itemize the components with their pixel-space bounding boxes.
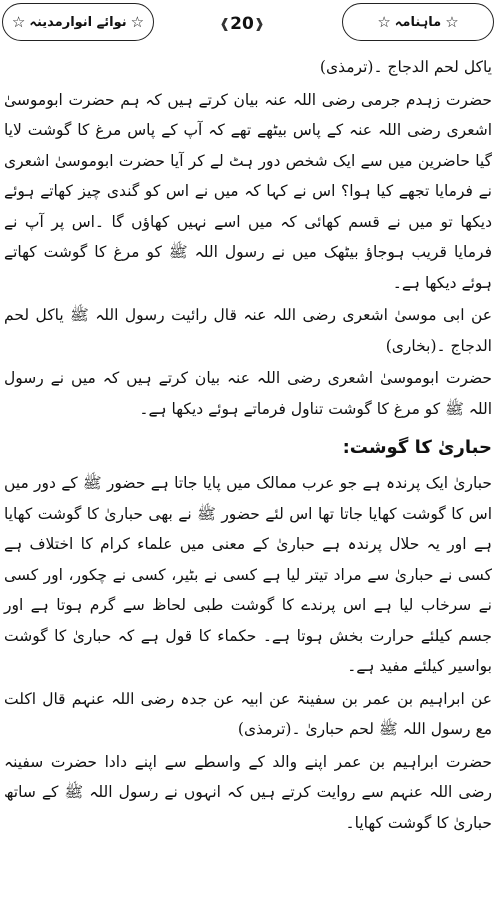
magazine-type-box xyxy=(342,3,494,41)
urdu-paragraph-2: حضرت ابوموسیٰ اشعری رضی اللہ عنہ بیان کرتے ہیں کہ میں نے رسول اللہ ﷺ کو مرغ کا گوشت تناول فرماتے ہوئے دیکھا ہے۔ xyxy=(4,369,492,418)
page-number-badge xyxy=(218,9,266,39)
star-icon: ☆ xyxy=(130,13,145,31)
magazine-type: ماہنامہ xyxy=(394,14,442,30)
ornament-icon: ❰ xyxy=(219,16,231,32)
page-header xyxy=(0,0,496,48)
hadith-arabic-2: عن ابی موسیٰ اشعری رضی اللہ عنہ قال رائیت رسول اللہ ﷺ یاکل لحم الدجاج ۔(بخاری) xyxy=(4,306,492,355)
magazine-name-box xyxy=(2,3,154,41)
ornament-icon: ❱ xyxy=(253,16,265,32)
section-heading: حباریٰ کا گوشت: xyxy=(342,437,492,458)
star-icon: ☆ xyxy=(11,13,26,31)
article-body xyxy=(4,52,492,840)
magazine-name: نوائے انوارمدینہ xyxy=(29,14,127,30)
urdu-paragraph-4: حضرت ابراہیم بن عمر اپنے والد کے واسطے سے اپنے دادا حضرت سفینہ رضی اللہ عنہم سے روایت کرتے ہیں کہ انہوں نے رسول اللہ ﷺ کے ساتھ حباریٰ کا گوشت کھایا۔ xyxy=(4,752,492,832)
star-icon: ☆ xyxy=(445,13,459,31)
urdu-paragraph-1: حضرت زہدم جرمی رضی اللہ عنہ بیان کرتے ہیں کہ ہم حضرت ابوموسیٰ اشعری رضی اللہ عنہ کے پاس بیٹھے تھے کہ آپ کے پاس مرغ کا گوشت لایا گیا حاضرین میں سے ایک شخص دور ہٹ لے کر آیا حضرت ابوموسیٰ اشعری نے فرمایا تجھے کیا ہوا؟ اس نے کہا کہ میں نے اس کو گندی چیز کھاتے ہوئے دیکھا تو میں نے قسم کھائی کہ میں اسے نہیں کھاؤں گا ۔اس پر آپ نے فرمایا قریب ہوجاؤ بیٹھک میں نے رسول اللہ ﷺ کو مرغ کا گوشت کھاتے ہوئے دیکھا ہے۔ xyxy=(4,90,492,292)
urdu-paragraph-3: حباریٰ ایک پرندہ ہے جو عرب ممالک میں پایا جاتا ہے حضور ﷺ کے دور میں اس کا گوشت کھایا جاتا تھا اس لئے حضور ﷺ نے بھی حباریٰ کا گوشت کھایا ہے اور یہ حلال پرندہ ہے حباریٰ کے معنی میں علماء کرام کا اختلاف ہے کسی نے حباریٰ سے مراد تیتر لیا ہے کسی نے بٹیر، کسی نے چکور، اور کسی نے سرخاب لیا ہے اس پرندے کا گوشت طبی لحاظ سے گرم ہوتا ہے اور جسم کیلئے حرارت بخش ہوتا ہے۔ حکماء کا قول ہے کہ حباریٰ کا گوشت بواسیر کیلئے مفید ہے۔ xyxy=(4,474,492,675)
page-number: 20 xyxy=(230,14,254,34)
hadith-arabic-1: یاکل لحم الدجاج ۔(ترمذی) xyxy=(319,58,492,76)
hadith-arabic-3: عن ابراہیم بن عمر بن سفینۃ عن ابیہ عن جدہ رضی اللہ عنہم قال اکلت مع رسول اللہ ﷺ لحم حباریٰ ۔(ترمذی) xyxy=(4,689,492,738)
star-icon: ☆ xyxy=(377,13,391,31)
